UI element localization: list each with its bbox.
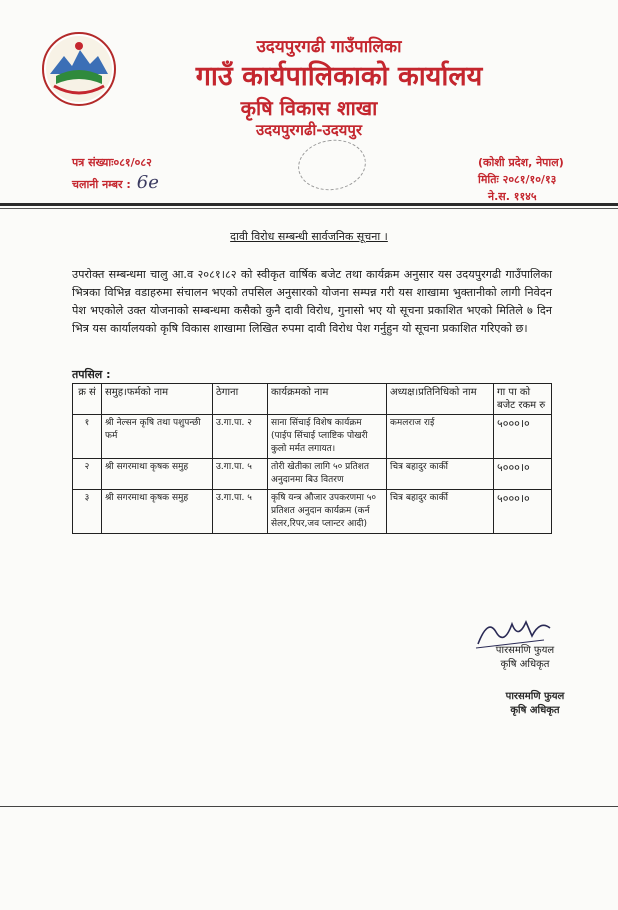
col-group-name: समुह।फर्मको नाम [102,384,213,415]
cell-serial: १ [73,415,102,459]
cell-program-name: कृषि यन्त्र औजार उपकरणमा ५० प्रतिशत अनुदान कार्यक्रम (कर्न सेलर,रिपर,जव प्लान्टर आदी) [268,490,387,534]
signatory-name: पारसमणि फुयल [495,645,555,656]
dispatch-number [72,172,159,193]
header-divider-thin [0,208,618,209]
notice-title: दावी विरोध सम्बन्धी सार्वजनिक सूचना । [230,230,388,243]
letter-date: मितिः २०८१/१०/१३ [478,173,557,186]
schedule-table [72,383,552,534]
schedule-label: तपसिल : [72,368,111,381]
cell-budget: ५०००।० [494,490,552,534]
col-address: ठेगाना [213,384,268,415]
table-row [73,459,552,490]
table-row [73,490,552,534]
province-label: (कोशी प्रदेश, नेपाल) [478,156,564,169]
cell-budget: ५०००।० [494,459,552,490]
office-name: गाउँ कार्यपालिकाको कार्यालय [195,61,483,92]
office-address: उदयपुरगढी-उदयपुर [255,121,363,139]
cell-chair-name: कमलराज राई [387,415,494,459]
cell-address: उ.गा.पा. २ [213,415,268,459]
stamp-title: कृषि अधिकृत [510,705,560,716]
section-name: कृषि विकास शाखा [240,96,378,120]
cell-group-name: श्री सगरमाथा कृषक समुह [102,490,213,534]
footer-divider [0,806,618,807]
cell-group-name: श्री नेल्सन कृषि तथा पशुपन्छी फर्म [102,415,213,459]
table-header-row [73,384,552,415]
notice-body: उपरोक्त सम्बन्धमा चालु आ.व २०८१।८२ को स्वीकृत वार्षिक बजेट तथा कार्यक्रम अनुसार यस उदयपुरगढी गाउँपालिका भित्रका विभिन्न वडाहरुमा संचालन भएको तपसिल अनुसारको योजना सम्पन्न गरी यस शाखामा भुक्तानीको लागी निवेदन पेश भएकोले उक्त योजनाको सम्बन्धमा कसैको कुनै दावी विरोध, गुनासो भए यो सूचना प्रकाशित भएको मितिले ७ दिन भित्र यस कार्यालयको कृषि विकास शाखामा लिखित रुपमा दावी विरोध पेश गर्नुहुन यो सूचना प्रकाशित गरिएको छ। [72,268,552,335]
col-chair-name: अध्यक्ष।प्रतिनिधिको नाम [387,384,494,415]
signatory-block [470,644,580,672]
table-row [73,415,552,459]
cell-serial: ३ [73,490,102,534]
cell-address: उ.गा.पा. ५ [213,459,268,490]
col-serial: क्र सं [73,384,102,415]
cell-budget: ५०००।० [494,415,552,459]
cell-program-name: तोरी खेतीका लागि ५० प्रतिशत अनुदानमा बिउ वितरण [268,459,387,490]
header-divider [0,203,618,206]
cell-group-name: श्री सगरमाथा कृषक समुह [102,459,213,490]
signatory-title: कृषि अधिकृत [500,659,550,670]
col-program-name: कार्यक्रमको नाम [268,384,387,415]
dispatch-stamp [295,136,369,195]
stamp-name: पारसमणि फुयल [505,691,565,702]
municipality-name: उदयपुरगढी गाउँपालिका [256,37,402,57]
cell-address: उ.गा.पा. ५ [213,490,268,534]
dispatch-number-value: 6e [136,172,159,193]
dispatch-number-label: चलानी नम्बर : [72,178,131,191]
cell-chair-name: चित्र बहादुर कार्की [387,490,494,534]
cell-program-name: साना सिंचाई विशेष कार्यक्रम (पाईप सिंचाई प्लाष्टिक पोखरी कुलो मर्मत लगायत। [268,415,387,459]
cell-chair-name: चित्र बहादुर कार्की [387,459,494,490]
col-budget: गा पा को बजेट रकम रु [494,384,552,415]
letter-number: पत्र संख्याः०८१/०८२ [72,156,152,169]
name-stamp [480,690,590,718]
nepal-sambat-date: ने.स. ११४५ [488,190,537,203]
cell-serial: २ [73,459,102,490]
